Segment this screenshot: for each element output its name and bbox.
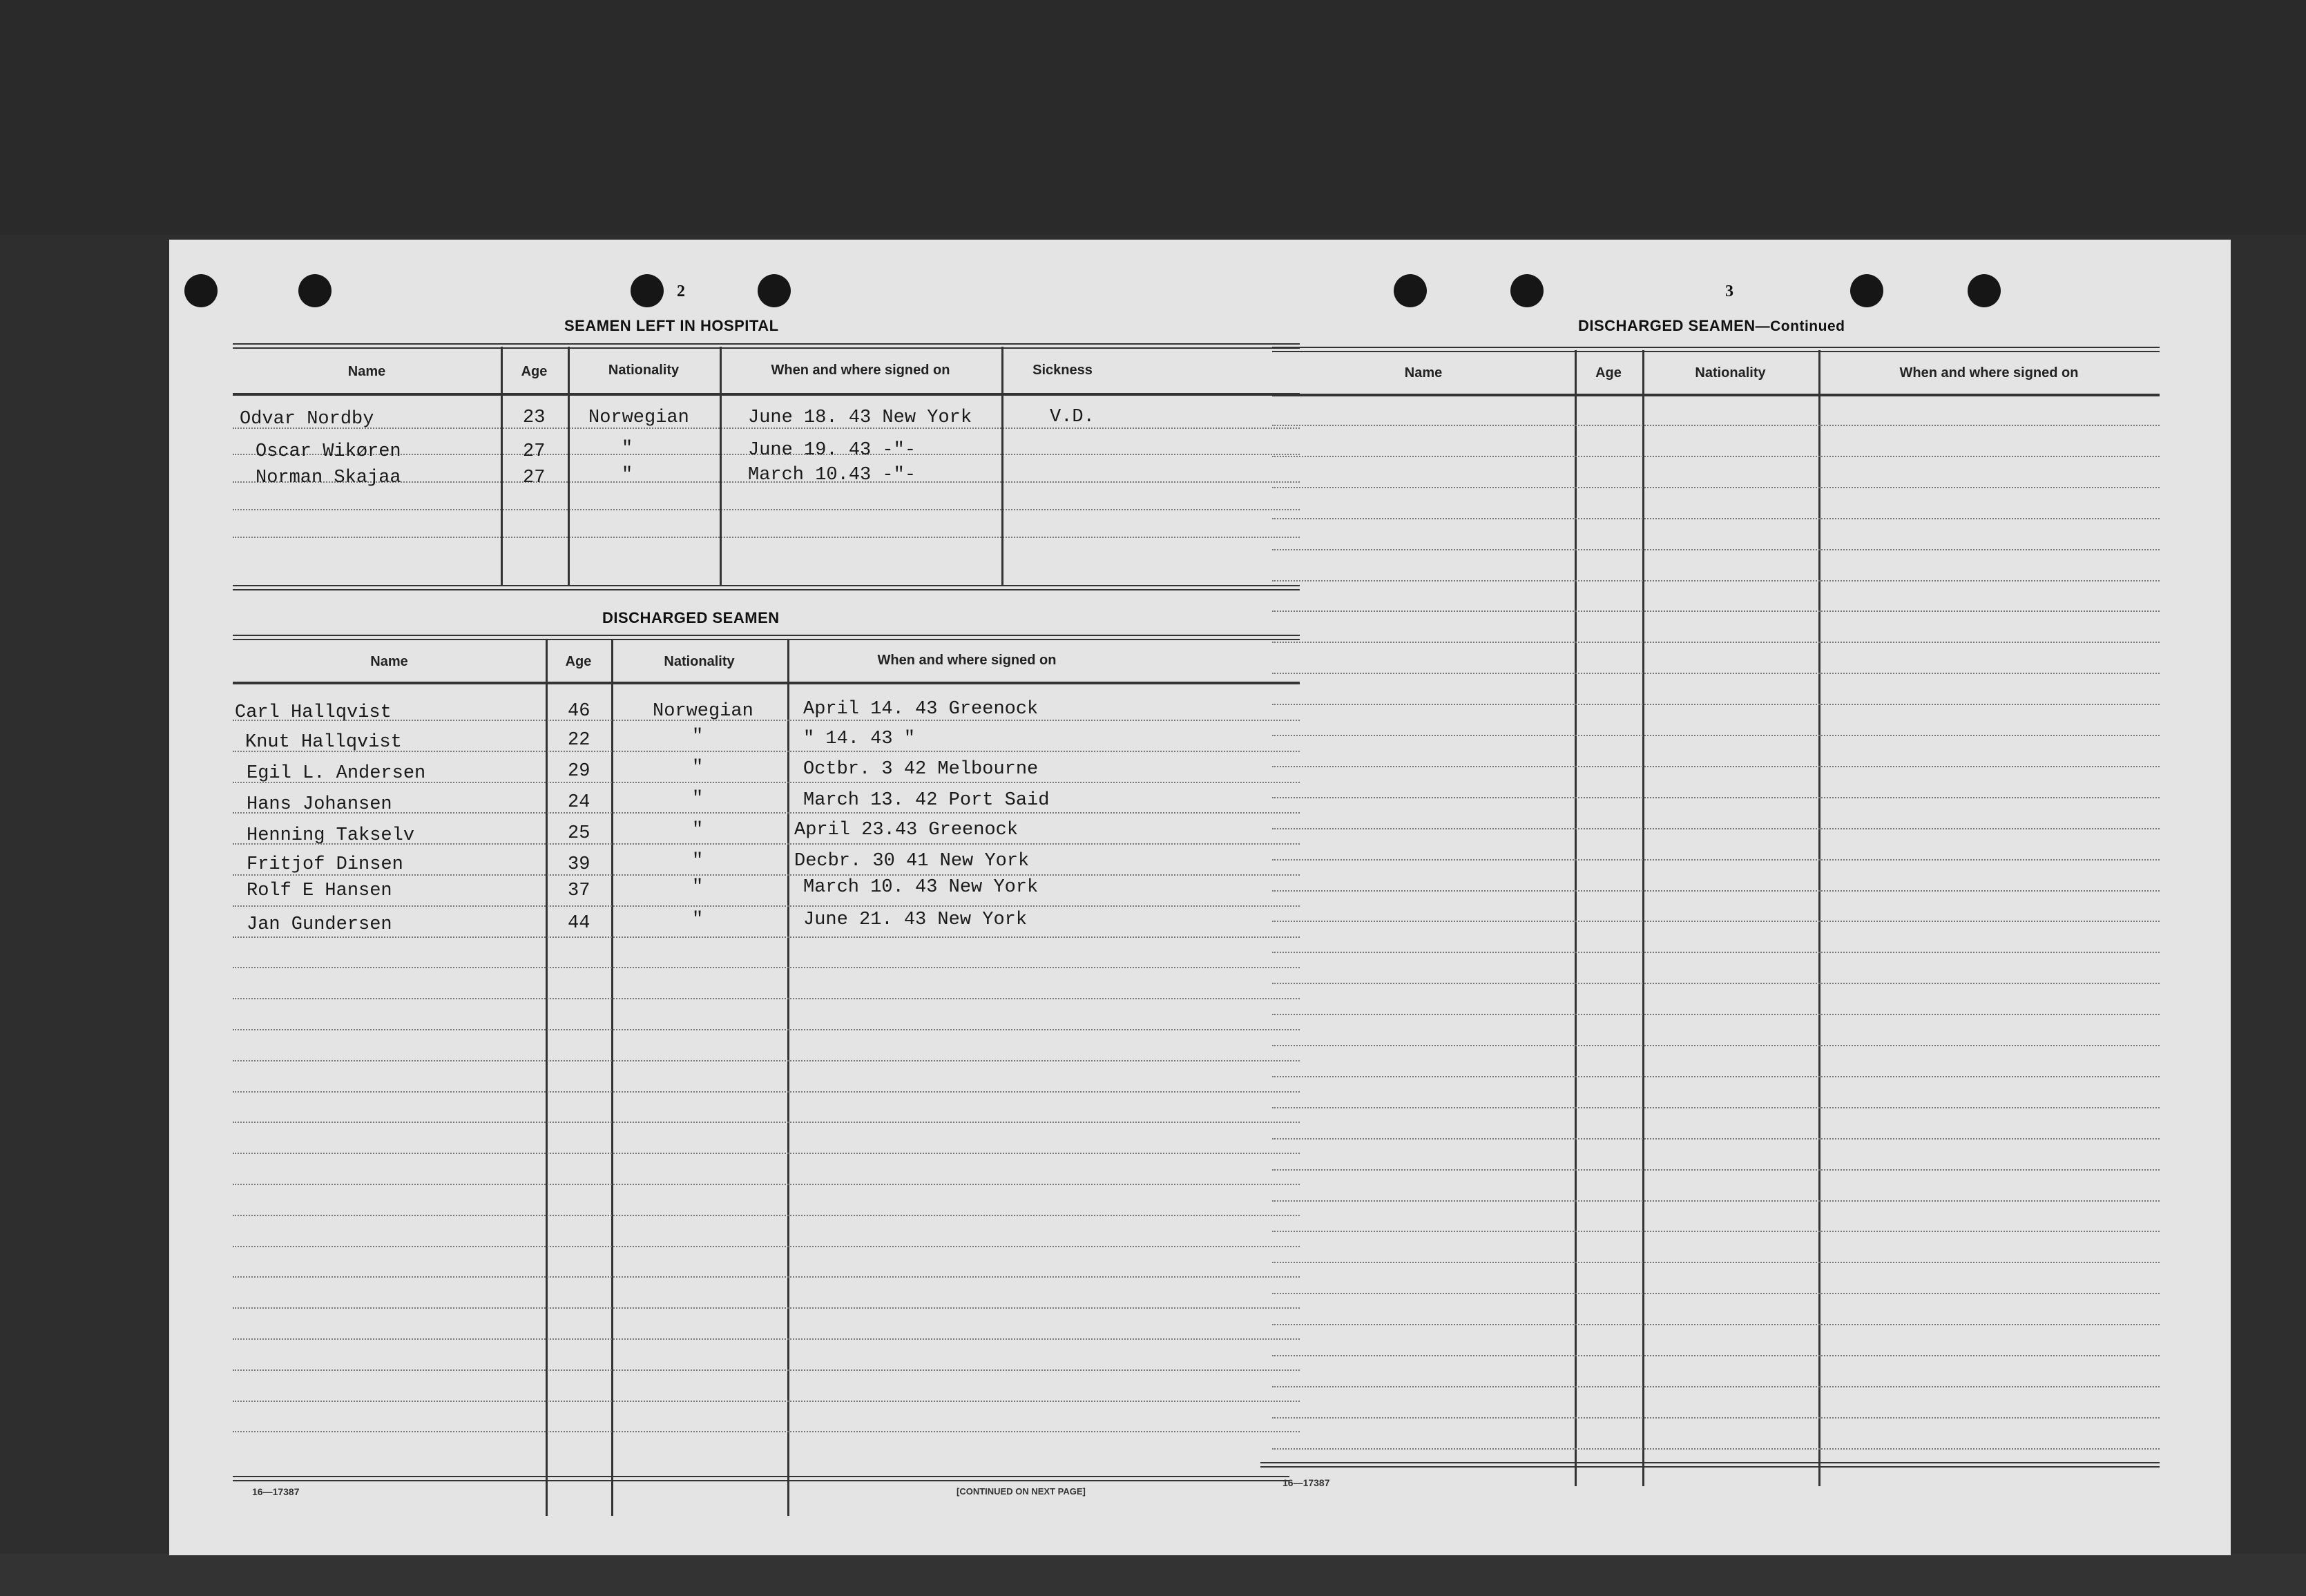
rule	[1272, 1386, 2160, 1387]
right-section-title	[1578, 317, 1845, 335]
discharged-name: Knut Hallqvist	[245, 732, 402, 753]
rule	[1272, 1262, 2160, 1263]
rule	[233, 509, 1300, 510]
discharged-age: 46	[568, 701, 590, 722]
right-col-signed: When and where signed on	[1899, 365, 2079, 381]
hospital-col-signed: When and where signed on	[771, 363, 950, 378]
rule	[1260, 1462, 2160, 1468]
rule	[233, 1184, 1300, 1185]
rule	[1272, 1324, 2160, 1325]
hospital-sickness: V.D.	[1050, 407, 1095, 427]
hospital-name: Norman Skajaa	[256, 468, 401, 488]
rule	[1272, 549, 2160, 550]
hospital-col-nationality: Nationality	[608, 363, 680, 378]
column-divider	[720, 347, 722, 585]
hospital-nationality: "	[622, 465, 633, 485]
punch-hole	[1968, 274, 2001, 307]
column-divider	[611, 639, 613, 1516]
rule	[233, 1338, 1300, 1340]
rule	[233, 585, 1300, 590]
rule	[1272, 1045, 2160, 1046]
right-col-age: Age	[1595, 365, 1622, 381]
rule	[233, 343, 1300, 349]
scan-background-bottom	[0, 1554, 2306, 1596]
right-title-continued: —Continued	[1755, 318, 1845, 334]
column-divider	[787, 639, 789, 1516]
rule	[233, 905, 1300, 907]
discharged-nationality: "	[692, 910, 704, 930]
hospital-name: Odvar Nordby	[240, 409, 374, 430]
rule	[1272, 1169, 2160, 1171]
right-page-number: 3	[1725, 282, 1733, 300]
rule	[1272, 580, 2160, 581]
discharged-name: Carl Hallqvist	[235, 702, 392, 723]
discharged-col-signed: When and where signed on	[877, 653, 1057, 668]
rule	[233, 393, 1300, 396]
rule	[1272, 642, 2160, 643]
discharged-nationality: "	[692, 758, 704, 778]
rule	[1272, 797, 2160, 798]
rule	[1272, 921, 2160, 922]
right-col-name: Name	[1404, 365, 1443, 381]
discharged-signed: Decbr. 30 41 New York	[794, 851, 1030, 872]
discharged-col-nationality: Nationality	[664, 654, 735, 669]
hospital-signed: March 10.43 -"-	[748, 465, 916, 485]
discharged-name: Henning Takselv	[247, 825, 415, 846]
discharged-age: 29	[568, 761, 590, 782]
hospital-nationality: "	[622, 439, 633, 459]
discharged-age: 25	[568, 823, 590, 844]
rule	[1272, 828, 2160, 829]
rule	[1272, 983, 2160, 984]
rule	[1272, 952, 2160, 953]
left-form-number: 16—17387	[252, 1486, 300, 1497]
rule	[1272, 1293, 2160, 1294]
rule	[1272, 394, 2160, 396]
discharged-age: 37	[568, 881, 590, 901]
column-divider	[501, 347, 503, 585]
punch-hole	[1394, 274, 1427, 307]
discharged-nationality: "	[692, 820, 704, 840]
rule	[233, 1060, 1300, 1061]
rule	[233, 998, 1300, 999]
hospital-signed: June 18. 43 New York	[748, 407, 972, 428]
rule	[233, 1401, 1300, 1402]
discharged-age: 39	[568, 854, 590, 875]
punch-hole	[1510, 274, 1544, 307]
continued-note: [CONTINUED ON NEXT PAGE]	[957, 1486, 1086, 1497]
discharged-nationality: "	[692, 727, 704, 747]
discharged-signed: March 13. 42 Port Said	[803, 790, 1050, 811]
rule	[1272, 1200, 2160, 1202]
rule	[1272, 487, 2160, 488]
rule	[233, 1369, 1300, 1371]
punch-hole	[1850, 274, 1883, 307]
rule	[1272, 425, 2160, 426]
rule	[1272, 1076, 2160, 1077]
hospital-age: 23	[523, 407, 546, 428]
rule	[1272, 1417, 2160, 1419]
column-divider	[1642, 350, 1644, 1486]
discharged-signed: Octbr. 3 42 Melbourne	[803, 759, 1039, 780]
column-divider	[1818, 350, 1820, 1486]
punch-hole	[758, 274, 791, 307]
rule	[1272, 766, 2160, 767]
rule	[233, 1431, 1300, 1432]
discharged-name: Rolf E Hansen	[247, 881, 392, 901]
rule	[233, 1153, 1300, 1154]
discharged-signed: " 14. 43 "	[803, 729, 916, 749]
column-divider	[568, 347, 570, 585]
discharged-name: Jan Gundersen	[247, 914, 392, 935]
rule	[233, 1029, 1300, 1030]
discharged-signed: April 23.43 Greenock	[794, 820, 1019, 840]
rule	[233, 812, 1300, 814]
rule	[233, 1122, 1300, 1123]
rule	[1272, 673, 2160, 674]
discharged-section-title: DISCHARGED SEAMEN	[602, 609, 780, 626]
hospital-signed: June 19. 43 -"-	[748, 440, 916, 461]
discharged-nationality: Norwegian	[653, 701, 753, 722]
discharged-age: 44	[568, 913, 590, 934]
discharged-name: Fritjof Dinsen	[247, 854, 403, 875]
rule	[1272, 1355, 2160, 1356]
discharged-age: 22	[568, 730, 590, 751]
rule	[1272, 1448, 2160, 1450]
hospital-col-name: Name	[347, 364, 386, 379]
discharged-col-age: Age	[565, 654, 592, 669]
rule	[233, 1307, 1300, 1309]
hospital-nationality: Norwegian	[588, 407, 689, 428]
right-form-number: 16—17387	[1282, 1477, 1330, 1488]
punch-hole	[184, 274, 218, 307]
punch-hole	[631, 274, 664, 307]
rule	[233, 1476, 1289, 1481]
discharged-signed: March 10. 43 New York	[803, 877, 1039, 898]
rule	[233, 936, 1300, 938]
hospital-col-sickness: Sickness	[1032, 363, 1093, 378]
rule	[1272, 1107, 2160, 1108]
rule	[233, 1246, 1300, 1247]
discharged-age: 24	[568, 792, 590, 813]
rule	[233, 537, 1300, 538]
discharged-signed: April 14. 43 Greenock	[803, 699, 1039, 720]
rule	[1272, 735, 2160, 736]
hospital-col-age: Age	[521, 364, 548, 379]
discharged-signed: June 21. 43 New York	[803, 910, 1028, 930]
column-divider	[1575, 350, 1577, 1486]
hospital-age: 27	[523, 441, 546, 462]
rule	[233, 720, 1300, 721]
discharged-name: Hans Johansen	[247, 794, 392, 815]
rule	[233, 1091, 1300, 1093]
rule	[1272, 347, 2160, 352]
rule	[233, 635, 1300, 640]
ledger-sheet	[169, 240, 2231, 1555]
rule	[1272, 1138, 2160, 1140]
rule	[1272, 890, 2160, 892]
column-divider	[546, 639, 548, 1516]
rule	[1272, 704, 2160, 705]
rule	[233, 967, 1300, 968]
rule	[1272, 610, 2160, 612]
right-col-nationality: Nationality	[1695, 365, 1766, 381]
rule	[1272, 859, 2160, 861]
left-page-number: 2	[677, 282, 685, 300]
discharged-nationality: "	[692, 789, 704, 809]
rule	[233, 682, 1300, 684]
rule	[233, 1276, 1300, 1278]
rule	[1272, 456, 2160, 457]
column-divider	[1001, 347, 1003, 585]
rule	[1272, 1014, 2160, 1015]
discharged-nationality: "	[692, 851, 704, 872]
rule	[1272, 1231, 2160, 1232]
hospital-age: 27	[523, 468, 546, 488]
rule	[1272, 518, 2160, 519]
punch-hole	[298, 274, 332, 307]
discharged-nationality: "	[692, 877, 704, 898]
hospital-section-title: SEAMEN LEFT IN HOSPITAL	[564, 317, 779, 334]
scan-background-top	[0, 0, 2306, 235]
right-title-main: DISCHARGED SEAMEN	[1578, 317, 1756, 334]
discharged-col-name: Name	[370, 654, 408, 669]
rule	[233, 1215, 1300, 1216]
discharged-name: Egil L. Andersen	[247, 763, 426, 784]
hospital-name: Oscar Wikøren	[256, 441, 401, 462]
